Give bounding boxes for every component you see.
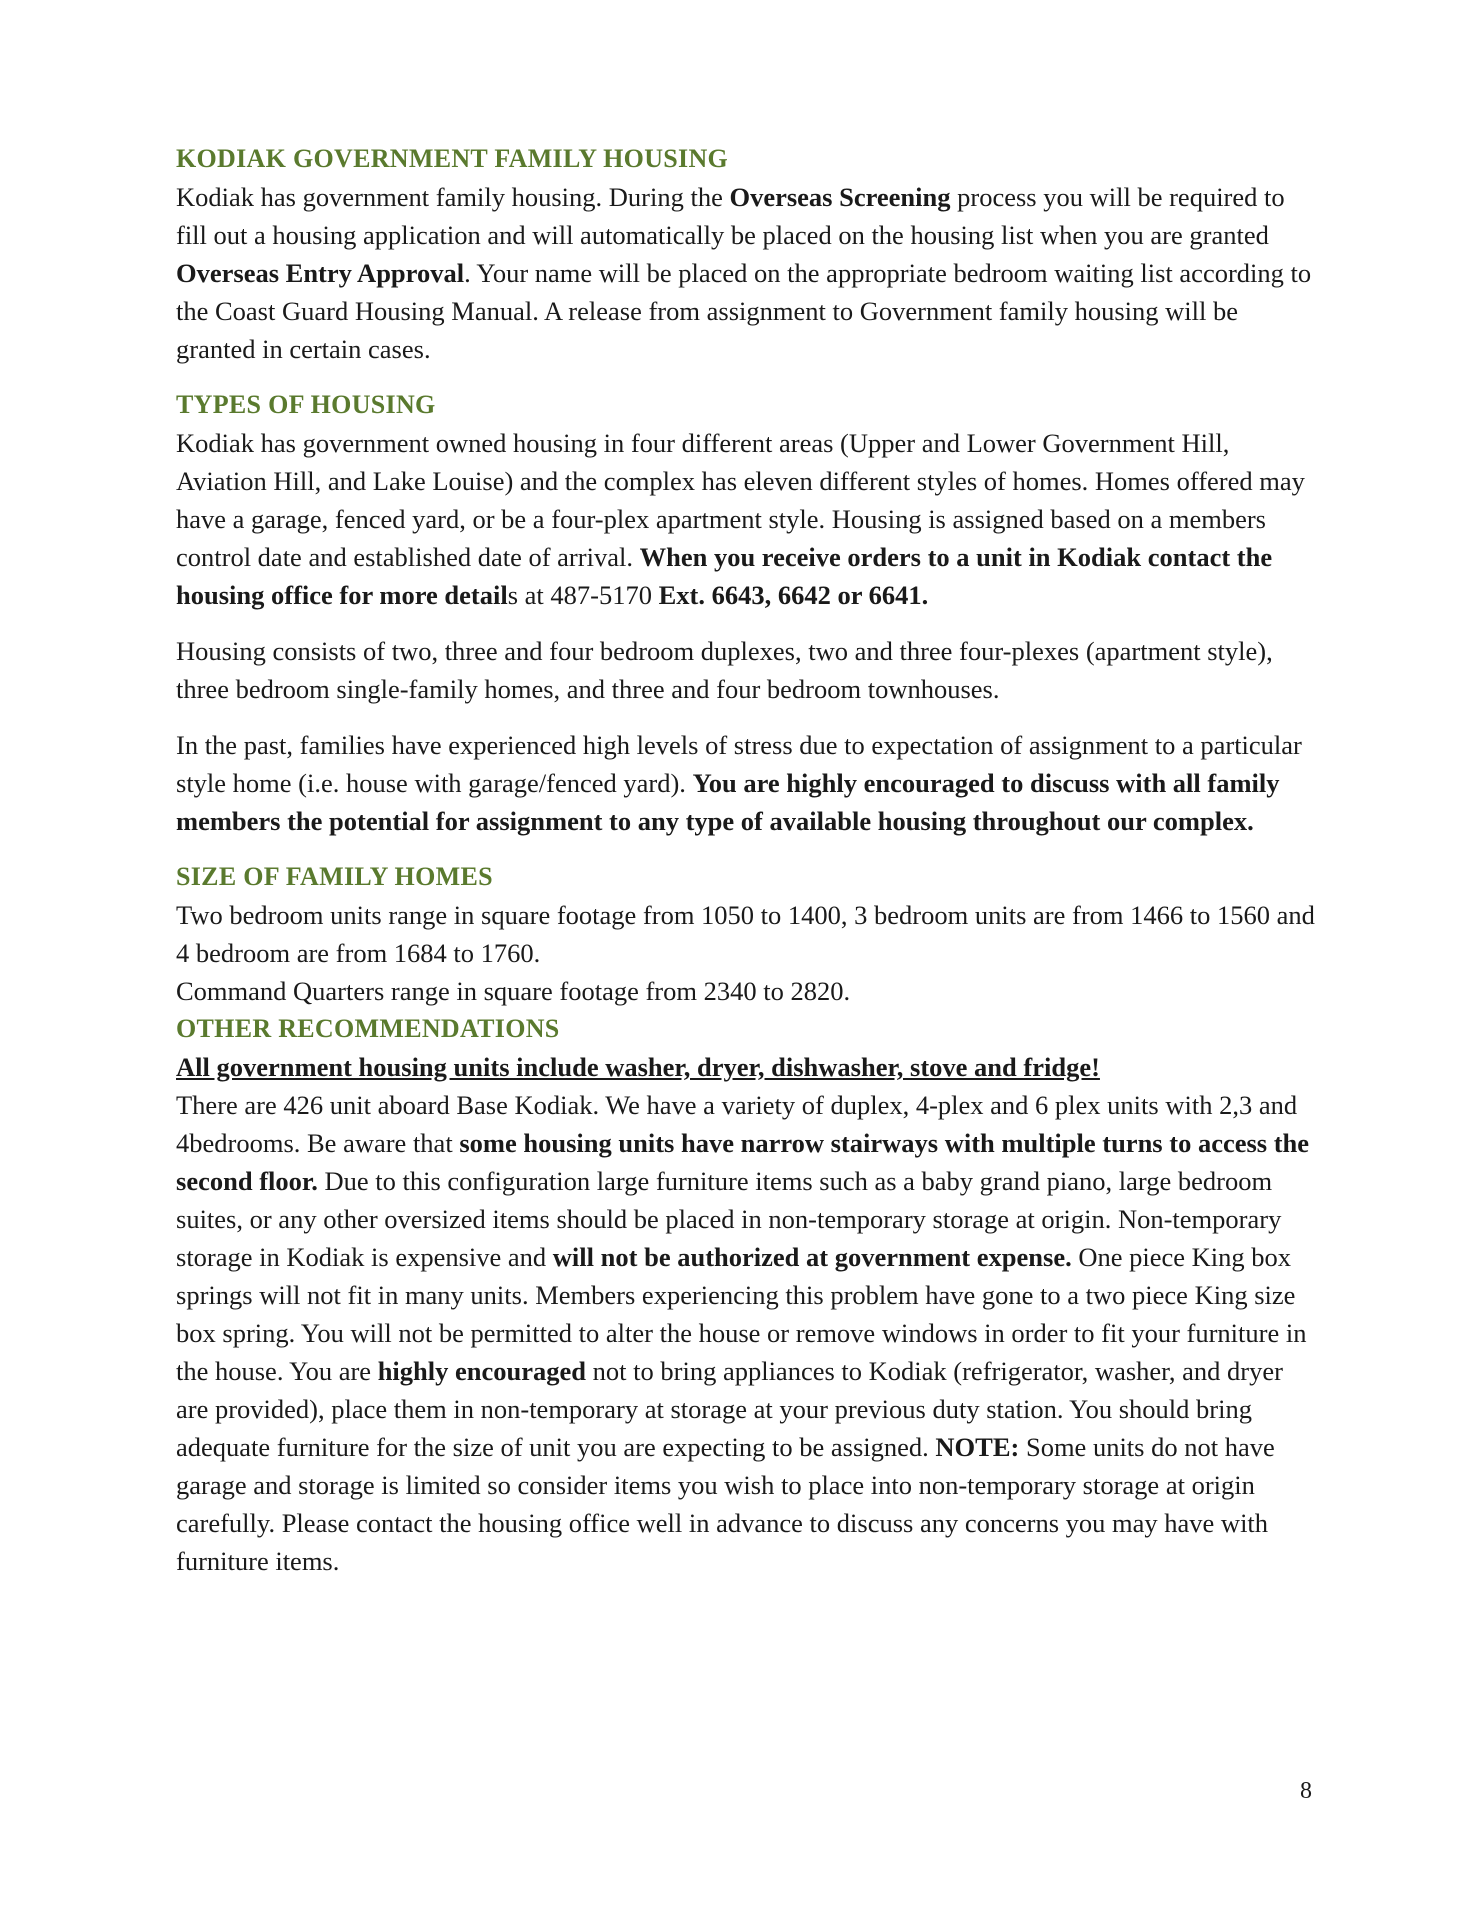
text-run: One piece King box springs will not fit in many units. Members experiencing this problem have gone to a two piece King size box spring. You will not be permitted to alter the house or remove windows in order to fit your furniture in the house. You are [176, 1242, 1307, 1386]
bold-highly-encouraged-discuss: You are highly encouraged to discuss with all family members the potential for assignment to any type of available housing throughout our complex. [176, 768, 1280, 836]
text-run: Kodiak has government owned housing in four different areas (Upper and Lower Government Hill, Aviation Hill, and Lake Louise) and the complex has eleven different styles of homes. Homes offered may have a garage, fenced yard, or be a four-plex apartment style. Housing is assigned based on a members control date and established date of arrival. [176, 428, 1305, 572]
bold-highly-encouraged: highly encouraged [377, 1356, 587, 1386]
document-page [176, 140, 1316, 1580]
text-run: Due to this configuration large furniture items such as a baby grand piano, large bedroom suites, or any other oversized items should be placed in non-temporary storage at origin. Non-temporary storage in Kodiak is expensive and [176, 1166, 1282, 1272]
paragraph-furniture-recommendations [176, 1086, 1316, 1580]
bold-not-authorized: will not be authorized at government expense. [552, 1242, 1072, 1272]
paragraph-housing-types: Housing consists of two, three and four bedroom duplexes, two and three four-plexes (apartment style), three bedroom single-family homes, and three and four bedroom townhouses. [176, 636, 1273, 704]
bold-note: NOTE: [935, 1432, 1020, 1462]
paragraph-government-housing-intro [176, 178, 1316, 368]
heading-size-of-family-homes: SIZE OF FAMILY HOMES [176, 862, 493, 891]
bold-overseas-screening: Overseas Screening [729, 182, 951, 212]
page-number: 8 [1300, 1778, 1312, 1804]
paragraph-stress-expectation [176, 726, 1316, 840]
paragraph-command-quarters: Command Quarters range in square footage from 2340 to 2820. [176, 976, 851, 1006]
heading-kodiak-government-family-housing: KODIAK GOVERNMENT FAMILY HOUSING [176, 144, 729, 173]
text-run: s at 487-5170 [507, 580, 659, 610]
paragraph-square-footage: Two bedroom units range in square footage from 1050 to 1400, 3 bedroom units are from 1466 to 1560 and 4 bedroom are from 1684 to 1760. [176, 900, 1315, 968]
heading-types-of-housing: TYPES OF HOUSING [176, 390, 436, 419]
text-run: Kodiak has government family housing. During the [176, 182, 730, 212]
bold-contact-housing-office: When you receive orders to a unit in Kodiak contact the housing office for more detail [176, 542, 1273, 610]
bold-narrow-stairways: some housing units have narrow stairways with multiple turns to access the second floor. [176, 1128, 1310, 1196]
text-run: process you will be required to fill out a housing application and will automatically be placed on the housing list when you are granted [176, 182, 1285, 250]
text-run: In the past, families have experienced high levels of stress due to expectation of assignment to a particular style home (i.e. house with garage/fenced yard). [176, 730, 1302, 798]
text-run: . Your name will be placed on the appropriate bedroom waiting list according to the Coast Guard Housing Manual. A release from assignment to Government family housing will be granted in certain cases. [176, 258, 1312, 364]
text-run: not to bring appliances to Kodiak (refrigerator, washer, and dryer are provided), place them in non-temporary at storage at your previous duty station. You should bring adequate furniture for the size of unit you are expecting to be assigned. [176, 1356, 1283, 1462]
text-run: Some units do not have garage and storage is limited so consider items you wish to place into non-temporary storage at origin carefully. Please contact the housing office well in advance to discuss any concerns you may have with furniture items. [176, 1432, 1275, 1576]
text-run: There are 426 unit aboard Base Kodiak. We have a variety of duplex, 4-plex and 6 plex units with 2,3 and 4bedrooms. Be aware that [176, 1090, 1298, 1158]
heading-other-recommendations: OTHER RECOMMENDATIONS [176, 1014, 560, 1043]
underlined-text: All government housing units include washer, dryer, dishwasher, stove and fridge! [176, 1052, 1100, 1082]
bold-extensions: Ext. 6643, 6642 or 6641. [658, 580, 929, 610]
underlined-appliances-note [176, 1048, 1316, 1086]
paragraph-housing-areas [176, 424, 1316, 614]
bold-overseas-entry-approval: Overseas Entry Approval [176, 258, 465, 288]
